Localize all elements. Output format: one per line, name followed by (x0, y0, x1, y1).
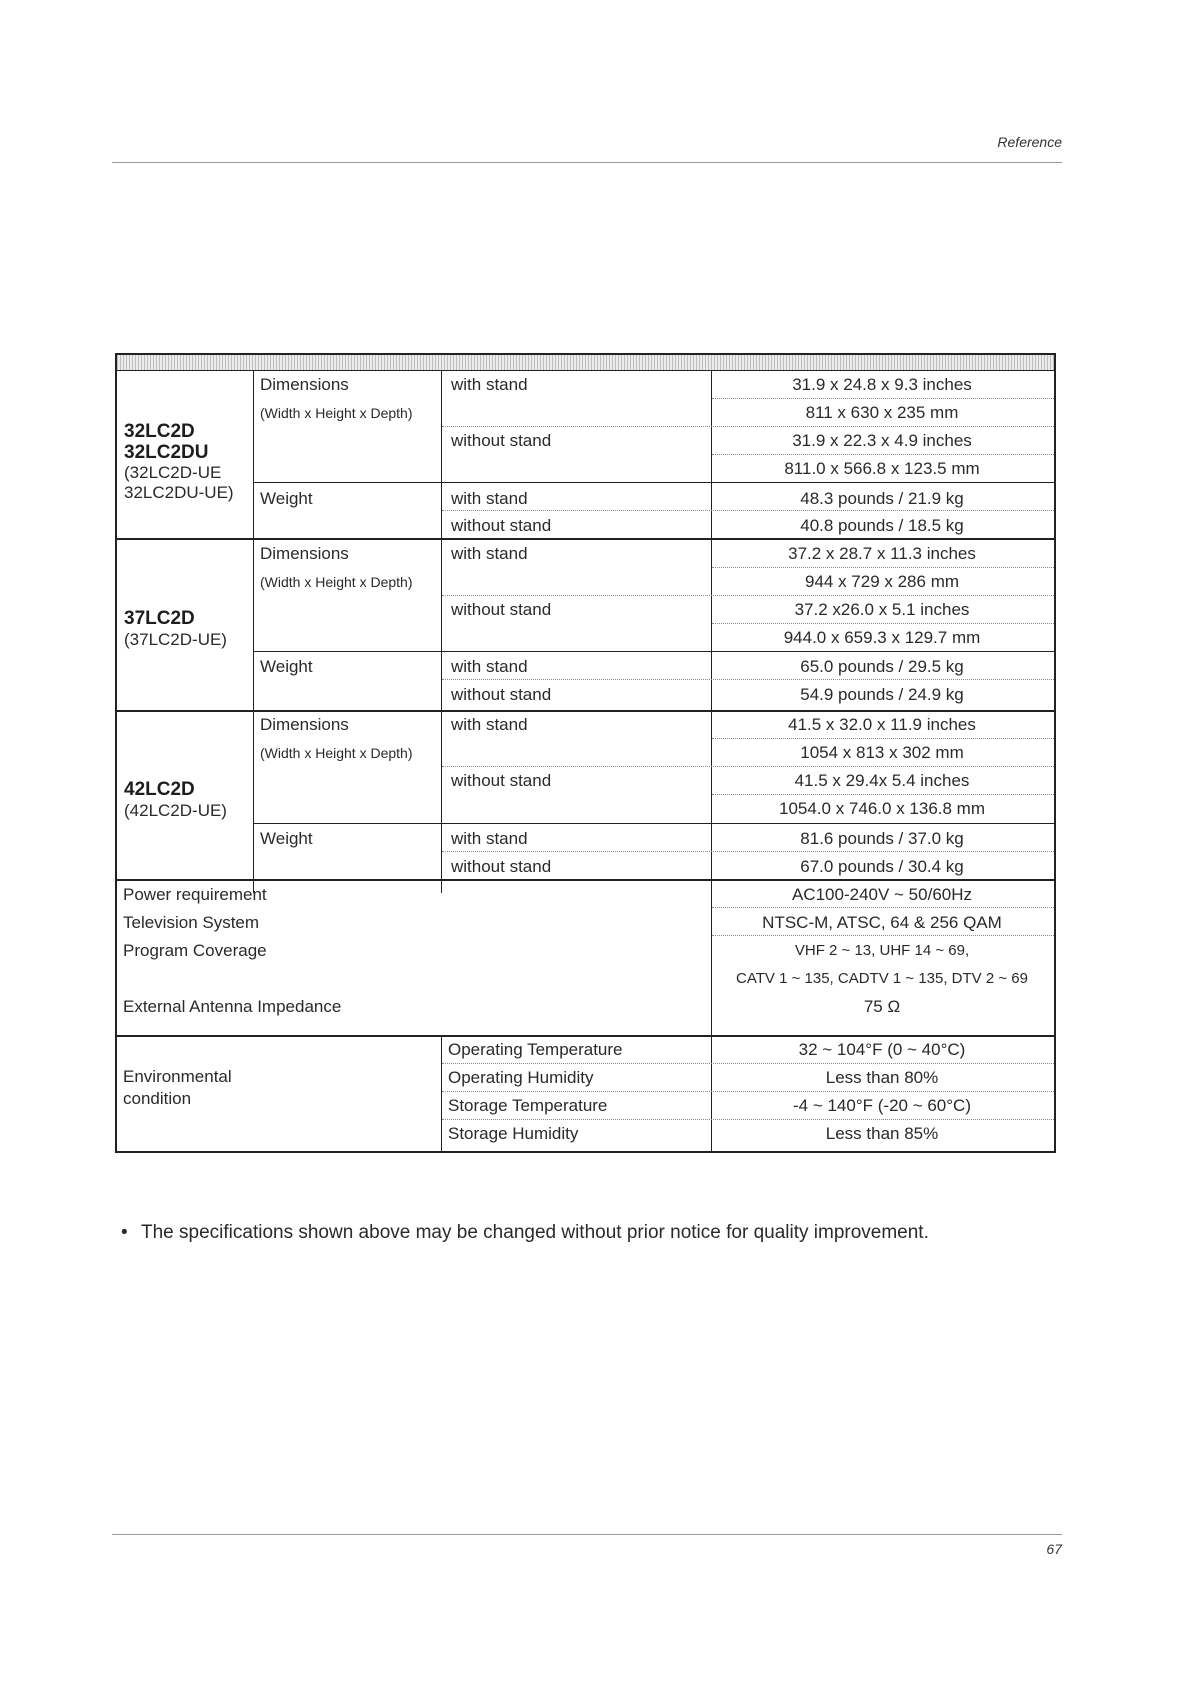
spec-value: 31.9 x 22.3 x 4.9 inches (792, 431, 972, 450)
col-line (441, 370, 442, 893)
row-divider (712, 398, 1054, 399)
spec-table (115, 353, 1056, 1153)
model-code: (42LC2D-UE) (124, 801, 227, 820)
spec-value: 65.0 pounds / 29.5 kg (800, 657, 964, 676)
row-divider (442, 1119, 1054, 1120)
model-code: (37LC2D-UE) (124, 630, 227, 649)
with-stand-label: with stand (451, 715, 528, 734)
with-stand-label: with stand (451, 829, 528, 848)
spec-value: 37.2 x26.0 x 5.1 inches (794, 600, 970, 619)
tv-system-label: Television System (123, 913, 260, 932)
without-stand-label: without stand (451, 771, 552, 790)
weight-label: Weight (260, 489, 313, 508)
op-temp-label: Operating Temperature (448, 1040, 623, 1059)
without-stand-label: without stand (451, 600, 552, 619)
spec-value: 1054 x 813 x 302 mm (800, 743, 964, 762)
footer-rule (112, 1534, 1062, 1535)
coverage-value: CATV 1 ~ 135, CADTV 1 ~ 135, DTV 2 ~ 69 (736, 970, 1028, 987)
spec-value: 944.0 x 659.3 x 129.7 mm (783, 628, 981, 647)
row-divider (712, 623, 1054, 624)
row-divider (442, 679, 1054, 680)
st-hum-value: Less than 85% (825, 1124, 939, 1143)
row-divider (442, 1091, 1054, 1092)
st-hum-label: Storage Humidity (448, 1124, 579, 1143)
spec-value: 811.0 x 566.8 x 123.5 mm (784, 459, 980, 478)
spec-value: 40.8 pounds / 18.5 kg (800, 516, 964, 535)
with-stand-label: with stand (451, 375, 528, 394)
spec-value: 81.6 pounds / 37.0 kg (800, 829, 964, 848)
model-code: 32LC2DU-UE) (124, 483, 234, 502)
tv-system-value: NTSC-M, ATSC, 64 & 256 QAM (762, 913, 1002, 932)
row-divider (442, 766, 1054, 767)
without-stand-label: without stand (451, 857, 552, 876)
spec-value: 37.2 x 28.7 x 11.3 inches (788, 544, 976, 563)
model-divider (117, 879, 1054, 881)
spec-value: 41.5 x 32.0 x 11.9 inches (788, 715, 976, 734)
op-hum-value: Less than 80% (825, 1068, 939, 1087)
note-text: The specifications shown above may be changed without prior notice for quality improvement. (141, 1222, 929, 1243)
section-divider (117, 1035, 1054, 1037)
specification-note (121, 1222, 929, 1244)
spec-value: 67.0 pounds / 30.4 kg (800, 857, 964, 876)
with-stand-label: with stand (451, 544, 528, 563)
section-label: Reference (997, 134, 1062, 150)
dimensions-label: Dimensions (260, 544, 349, 563)
row-divider (442, 851, 1054, 852)
antenna-value: 75 Ω (863, 997, 901, 1016)
coverage-label: Program Coverage (123, 941, 267, 960)
power-label: Power requirement (123, 885, 267, 904)
environment-label: Environmental (123, 1067, 232, 1086)
power-value: AC100-240V ~ 50/60Hz (791, 885, 973, 904)
with-stand-label: with stand (451, 657, 528, 676)
row-divider (712, 454, 1054, 455)
spec-value: 48.3 pounds / 21.9 kg (800, 489, 964, 508)
row-divider (442, 595, 1054, 596)
coverage-value: VHF 2 ~ 13, UHF 14 ~ 69, (794, 942, 970, 959)
bullet-icon: • (121, 1222, 128, 1243)
dimensions-label: Dimensions (260, 715, 349, 734)
model-name: 32LC2DU (124, 442, 209, 463)
dimensions-sub-label: (Width x Height x Depth) (260, 745, 413, 761)
with-stand-label: with stand (451, 489, 528, 508)
row-divider (712, 907, 1054, 908)
model-divider (117, 538, 1054, 540)
spec-value: 31.9 x 24.8 x 9.3 inches (792, 375, 972, 394)
model-name: 42LC2D (124, 779, 195, 800)
header-rule (112, 162, 1062, 163)
without-stand-label: without stand (451, 685, 552, 704)
row-divider (712, 935, 1054, 936)
st-temp-label: Storage Temperature (448, 1096, 608, 1115)
row-divider (712, 794, 1054, 795)
dimensions-sub-label: (Width x Height x Depth) (260, 405, 413, 421)
op-temp-value: 32 ~ 104°F (0 ~ 40°C) (798, 1040, 966, 1059)
page-number: 67 (1046, 1541, 1062, 1557)
table-header-band (117, 355, 1054, 371)
environment-label: condition (123, 1089, 192, 1108)
dimensions-sub-label: (Width x Height x Depth) (260, 574, 413, 590)
spec-value: 811 x 630 x 235 mm (805, 403, 959, 422)
weight-label: Weight (260, 657, 313, 676)
dimensions-label: Dimensions (260, 375, 349, 394)
row-divider (253, 482, 1054, 483)
op-hum-label: Operating Humidity (448, 1068, 594, 1087)
col-line (441, 1035, 442, 1151)
row-divider (442, 510, 1054, 511)
without-stand-label: without stand (451, 431, 552, 450)
without-stand-label: without stand (451, 516, 552, 535)
model-code: (32LC2D-UE (124, 463, 222, 482)
row-divider (442, 426, 1054, 427)
row-divider (712, 567, 1054, 568)
row-divider (253, 651, 1054, 652)
row-divider (442, 1063, 1054, 1064)
model-name: 37LC2D (124, 608, 195, 629)
spec-value: 944 x 729 x 286 mm (804, 572, 960, 591)
row-divider (253, 823, 1054, 824)
model-divider (117, 710, 1054, 712)
antenna-label: External Antenna Impedance (123, 997, 342, 1016)
spec-value: 1054.0 x 746.0 x 136.8 mm (778, 799, 986, 818)
model-name: 32LC2D (124, 421, 195, 442)
st-temp-value: -4 ~ 140°F (-20 ~ 60°C) (792, 1096, 971, 1115)
spec-value: 54.9 pounds / 24.9 kg (800, 685, 964, 704)
spec-value: 41.5 x 29.4x 5.4 inches (794, 771, 970, 790)
col-line (253, 370, 254, 893)
row-divider (712, 738, 1054, 739)
weight-label: Weight (260, 829, 313, 848)
